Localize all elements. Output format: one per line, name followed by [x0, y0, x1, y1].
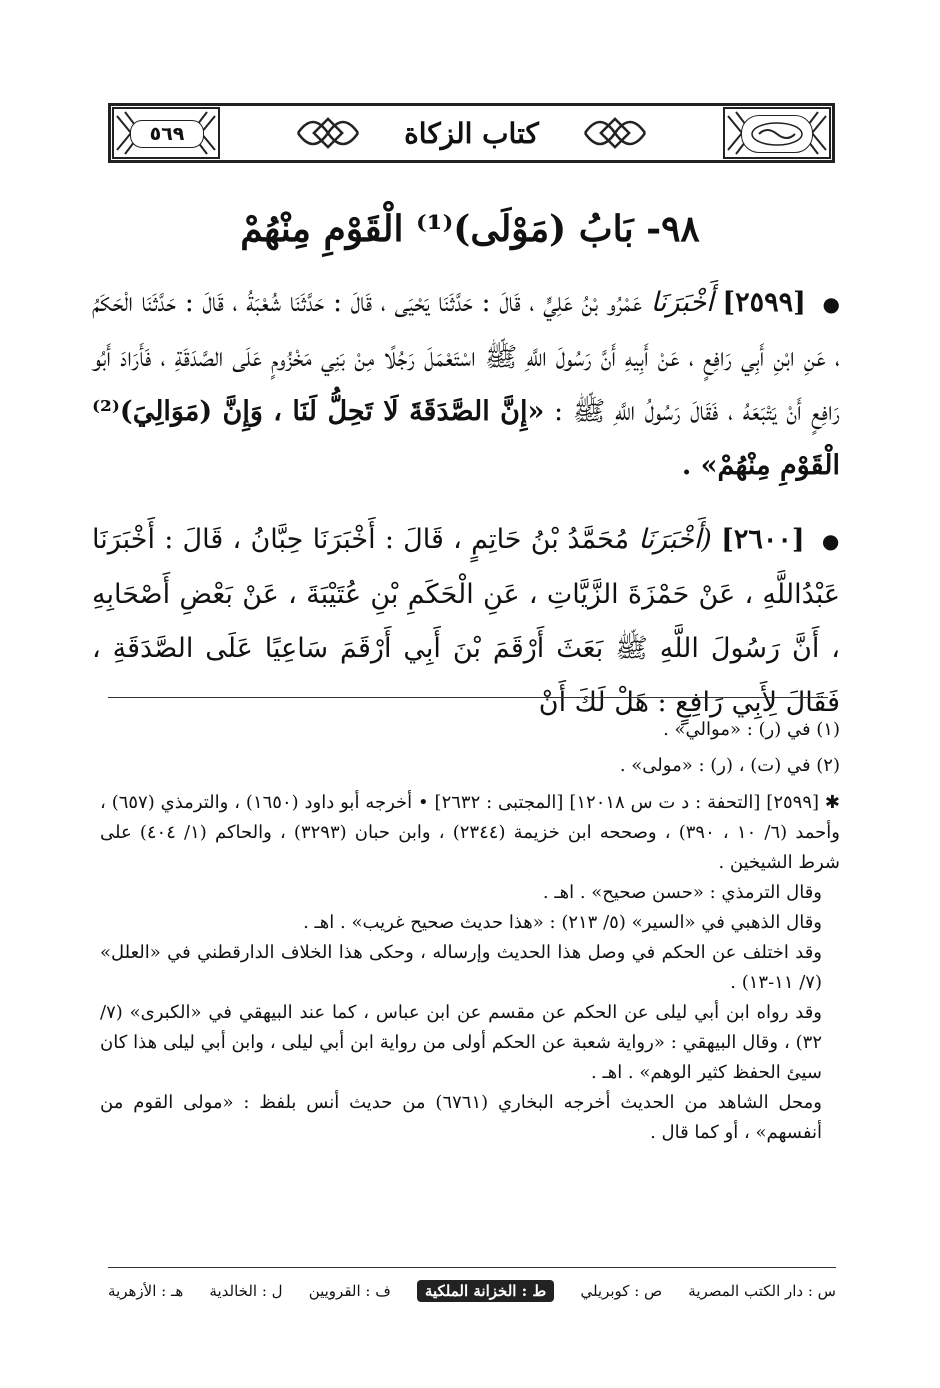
bullet-icon: ●	[821, 529, 841, 553]
takhrij-paragraph: وقد رواه ابن أبي ليلى عن الحكم عن مقسم عن ابن عباس ، كما عند البيهقي في «الكبرى» (٧/ ٣٢) ، وقال البيهقي : «رواية شعبة عن الحكم أولى من رواية ابن أبي ليلى ، وابن أبي ليلى هذا كان سيئ الحفظ كثير الوهم» . اهـ .	[100, 1002, 822, 1083]
takhrij-paragraph: وقال الذهبي في «السير» (٥/ ٢١٣) : «هذا حديث صحيح غريب» . اهـ .	[303, 912, 822, 933]
book-title: كتاب الزكاة	[404, 116, 539, 150]
legend-item: هـ : الأزهرية	[108, 1282, 184, 1300]
page-header	[108, 103, 835, 163]
takhrij-paragraph: ومحل الشاهد من الحديث أخرجه البخاري (٦٧٦١) من حديث أنس بلفظ : «مولى القوم من أنفسهم» ، أو كما قال .	[100, 1092, 823, 1143]
legend-item: ف : القرويين	[308, 1282, 391, 1300]
bullet-icon: ●	[822, 292, 840, 316]
hadith-number: [٢٥٩٩]	[722, 287, 806, 318]
legend-item-highlighted: ط : الخزانة الملكية	[417, 1280, 554, 1302]
publisher-seal-icon	[741, 115, 813, 153]
legend-item: ل : الخالدية	[209, 1282, 283, 1300]
akhbarana-label: أَخْبَرَنَا	[650, 287, 714, 318]
legend-item: ص : كوبريلي	[580, 1282, 663, 1300]
hadith-number: [٢٦٠٠]	[721, 524, 805, 555]
chapter-title: ٩٨- بَابُ (مَوْلَى)⁽¹⁾ الْقَوْمِ مِنْهُمْ	[240, 208, 700, 250]
footnote-2: (٢) في (ت) ، (ر) : «مولى» .	[619, 755, 840, 776]
footnote-separator	[108, 697, 828, 698]
takhrij-paragraph: وقد اختلف عن الحكم في وصل هذا الحديث وإرساله ، وحكى هذا الخلاف الدارقطني في «العلل» (٧/ ١١-١٣) .	[100, 942, 822, 993]
page-number: ٥٦٩	[130, 120, 204, 148]
takhrij-paragraph: ✱ [٢٥٩٩] [التحفة : د ت س ١٢٠١٨] [المجتبى : ٢٦٣٢] • أخرجه أبو داود (١٦٥٠) ، والترمذي (٦٥٧) ، وأحمد (٦/ ١٠ ، ٣٩٠) ، وصححه ابن خزيمة (٢٣٤٤) ، وابن حبان (٣٢٩٣) ، والحاكم (١/ ٤٠٤) على شرط الشيخين .	[100, 792, 840, 873]
ornament-knot-left-icon	[293, 106, 363, 160]
hadith-isnad-text: مُحَمَّدُ بْنُ حَاتِمٍ ، قَالَ : أَخْبَرَنَا حِبَّانُ ، قَالَ : أَخْبَرَنَا عَبْدُاللَّهِ ، عَنْ حَمْزَةَ الزَّيَّاتِ ، عَنِ الْحَكَمِ بْنِ عُتَيْبَةَ ، عَنْ بَعْضِ أَصْحَابِهِ ، أَنَّ رَسُولَ اللَّهِ ﷺ بَعَثَ أَرْقَمَ بْنَ أَبِي أَرْقَمَ سَاعِيًا عَلَى الصَّدَقَةِ ، فَقَالَ لِأَبِي رَافِعٍ : هَلْ لَكَ أَنْ	[92, 524, 840, 718]
manuscript-legend	[108, 1276, 836, 1306]
legend-item: س : دار الكتب المصرية	[688, 1282, 836, 1300]
hadith-isnad-text: عَمْرُو بْنُ عَلِيٍّ ، قَالَ : حَدَّثَنَا يَحْيَى ، قَالَ : حَدَّثَنَا شُعْبَةُ ، قَالَ : حَدَّثَنَا الْحَكَمُ ، عَنِ ابْنِ أَبِي رَافِعٍ ، عَنْ أَبِيهِ أَنَّ رَسُولَ اللَّهِ ﷺ اسْتَعْمَلَ رَجُلًا مِنْ بَنِي مَخْزُومٍ عَلَى الصَّدَقَةِ ، فَأَرَادَ أَبُو رَافِعٍ أَنْ يَتْبَعَهُ ، فَقَالَ رَسُولُ اللَّهِ ﷺ :	[92, 287, 840, 427]
akhbarana-label: (أَخْبَرَنَا	[638, 524, 712, 555]
takhrij-paragraph: وقال الترمذي : «حسن صحيح» . اهـ .	[542, 882, 822, 903]
legend-separator	[108, 1267, 836, 1268]
takhrij-notes	[100, 788, 840, 1148]
hadith-2599	[92, 276, 840, 493]
ornament-knot-right-icon	[580, 106, 650, 160]
footnote-1: (١) في (ر) : «موالي» .	[663, 719, 840, 740]
hadith-quote: «إِنَّ الصَّدَقَةَ لَا تَحِلُّ لَنَا ، وَإِنَّ (مَوَالِيَ)⁽²⁾ الْقَوْمِ مِنْهُمْ» .	[92, 396, 840, 481]
